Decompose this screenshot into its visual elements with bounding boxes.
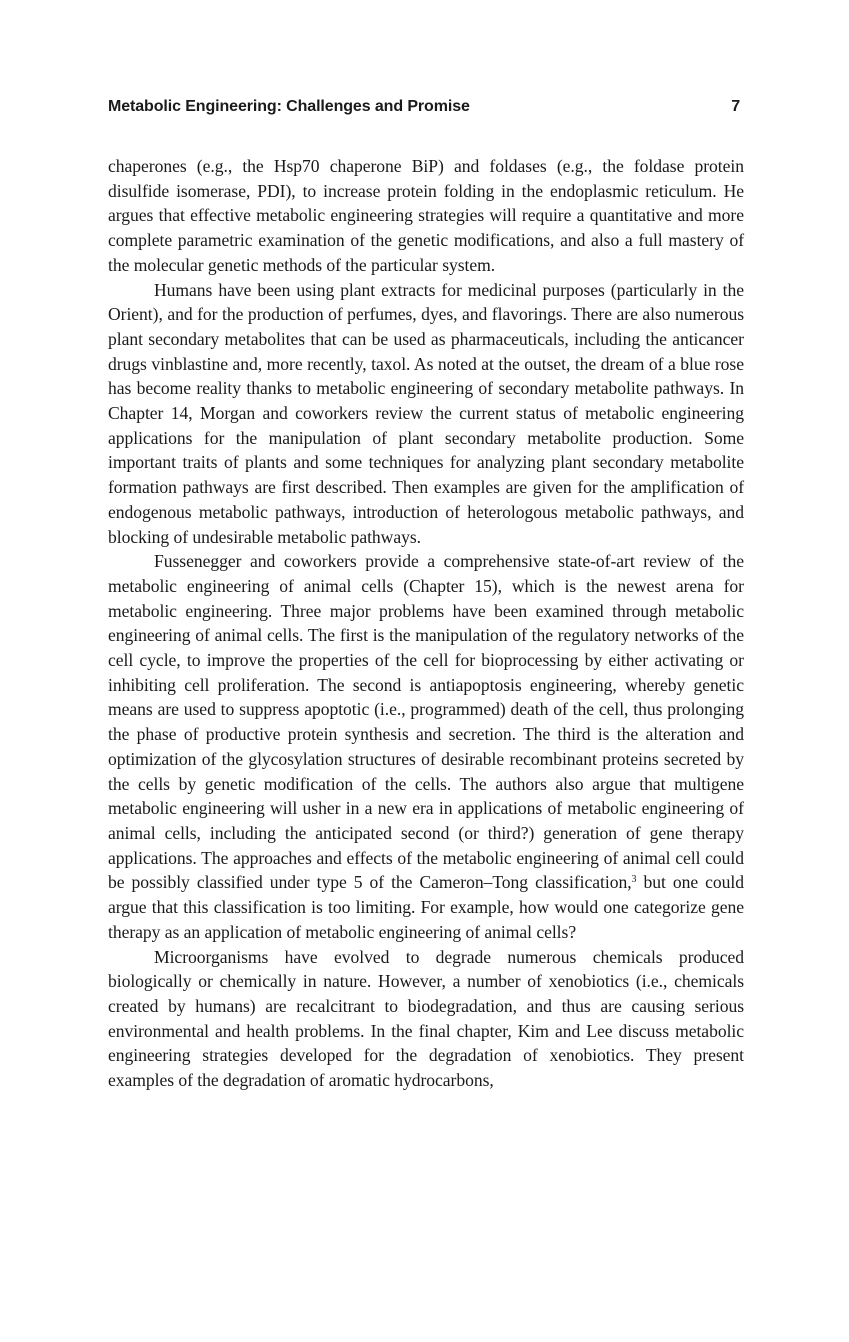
running-head-title: Metabolic Engineering: Challenges and Promise	[108, 98, 470, 115]
paragraph-continuation: chaperones (e.g., the Hsp70 chaperone BiP) and foldases (e.g., the foldase protein disulfide isomerase, PDI), to increase protein folding in the endoplasmic reticulum. He argues that effective metabolic engineering strategies will require a quantitative and more complete parametric examination of the genetic modifications, and also a full mastery of the molecular genetic methods of the particular system.	[108, 156, 744, 275]
paragraph-animal-cells-text-a: Fussenegger and coworkers provide a comprehensive state-of-art review of the metabolic engineering of animal cells (Chapter 15), which is the newest arena for metabolic engineering. Three major problems have been examined through metabolic engineering of animal cells. The first is the manipulation of the regulatory networks of the cell cycle, to improve the properties of the cell for bioprocessing by either activating or inhibiting cell proliferation. The second is antiapoptosis engineering, whereby genetic means are used to suppress apoptotic (i.e., programmed) death of the cell, thus prolonging the phase of productive protein synthesis and secretion. The third is the alteration and optimization of the glycosylation structures of desirable recombinant proteins secreted by the cells by genetic modification of the cells. The authors also argue that multigene metabolic engineering will usher in a new era in applications of metabolic engineering of animal cells, including the anticipated second (or third?) generation of gene therapy applications. The approaches and effects of the metabolic engineering of animal cell could be possibly classified under type 5 of the Cameron–Tong classification,	[108, 551, 744, 893]
running-head	[108, 98, 742, 122]
paragraph-animal-cells	[108, 549, 744, 944]
body-text	[108, 154, 744, 1093]
page-number: 7	[731, 98, 740, 115]
paragraph-animal-cells-text-b: but one could argue that this classification is too limiting. For example, how would one categorize gene therapy as an application of metabolic engineering of animal cells?	[108, 872, 744, 942]
footnote-reference: 3	[631, 874, 637, 886]
paragraph-plant-secondary-metabolites: Humans have been using plant extracts for medicinal purposes (particularly in the Orient), and for the production of perfumes, dyes, and flavorings. There are also numerous plant secondary metabolites that can be used as pharmaceuticals, including the anticancer drugs vinblastine and, more recently, taxol. As noted at the outset, the dream of a blue rose has become reality thanks to metabolic engineering of secondary metabolite pathways. In Chapter 14, Morgan and coworkers review the current status of metabolic engineering applications for the manipulation of plant secondary metabolite production. Some important traits of plants and some techniques for analyzing plant secondary metabolite formation pathways are first described. Then examples are given for the amplification of endogenous metabolic pathways, introduction of heterologous metabolic pathways, and blocking of undesirable metabolic pathways.	[108, 279, 744, 547]
paragraph-xenobiotics: Microorganisms have evolved to degrade numerous chemicals produced biologically or chemically in nature. However, a number of xenobiotics (i.e., chemicals created by humans) are recalcitrant to biodegradation, and thus are causing serious environmental and health problems. In the final chapter, Kim and Lee discuss metabolic engineering strategies developed for the degradation of xenobiotics. They present examples of the degradation of aromatic hydrocarbons,	[108, 946, 744, 1091]
